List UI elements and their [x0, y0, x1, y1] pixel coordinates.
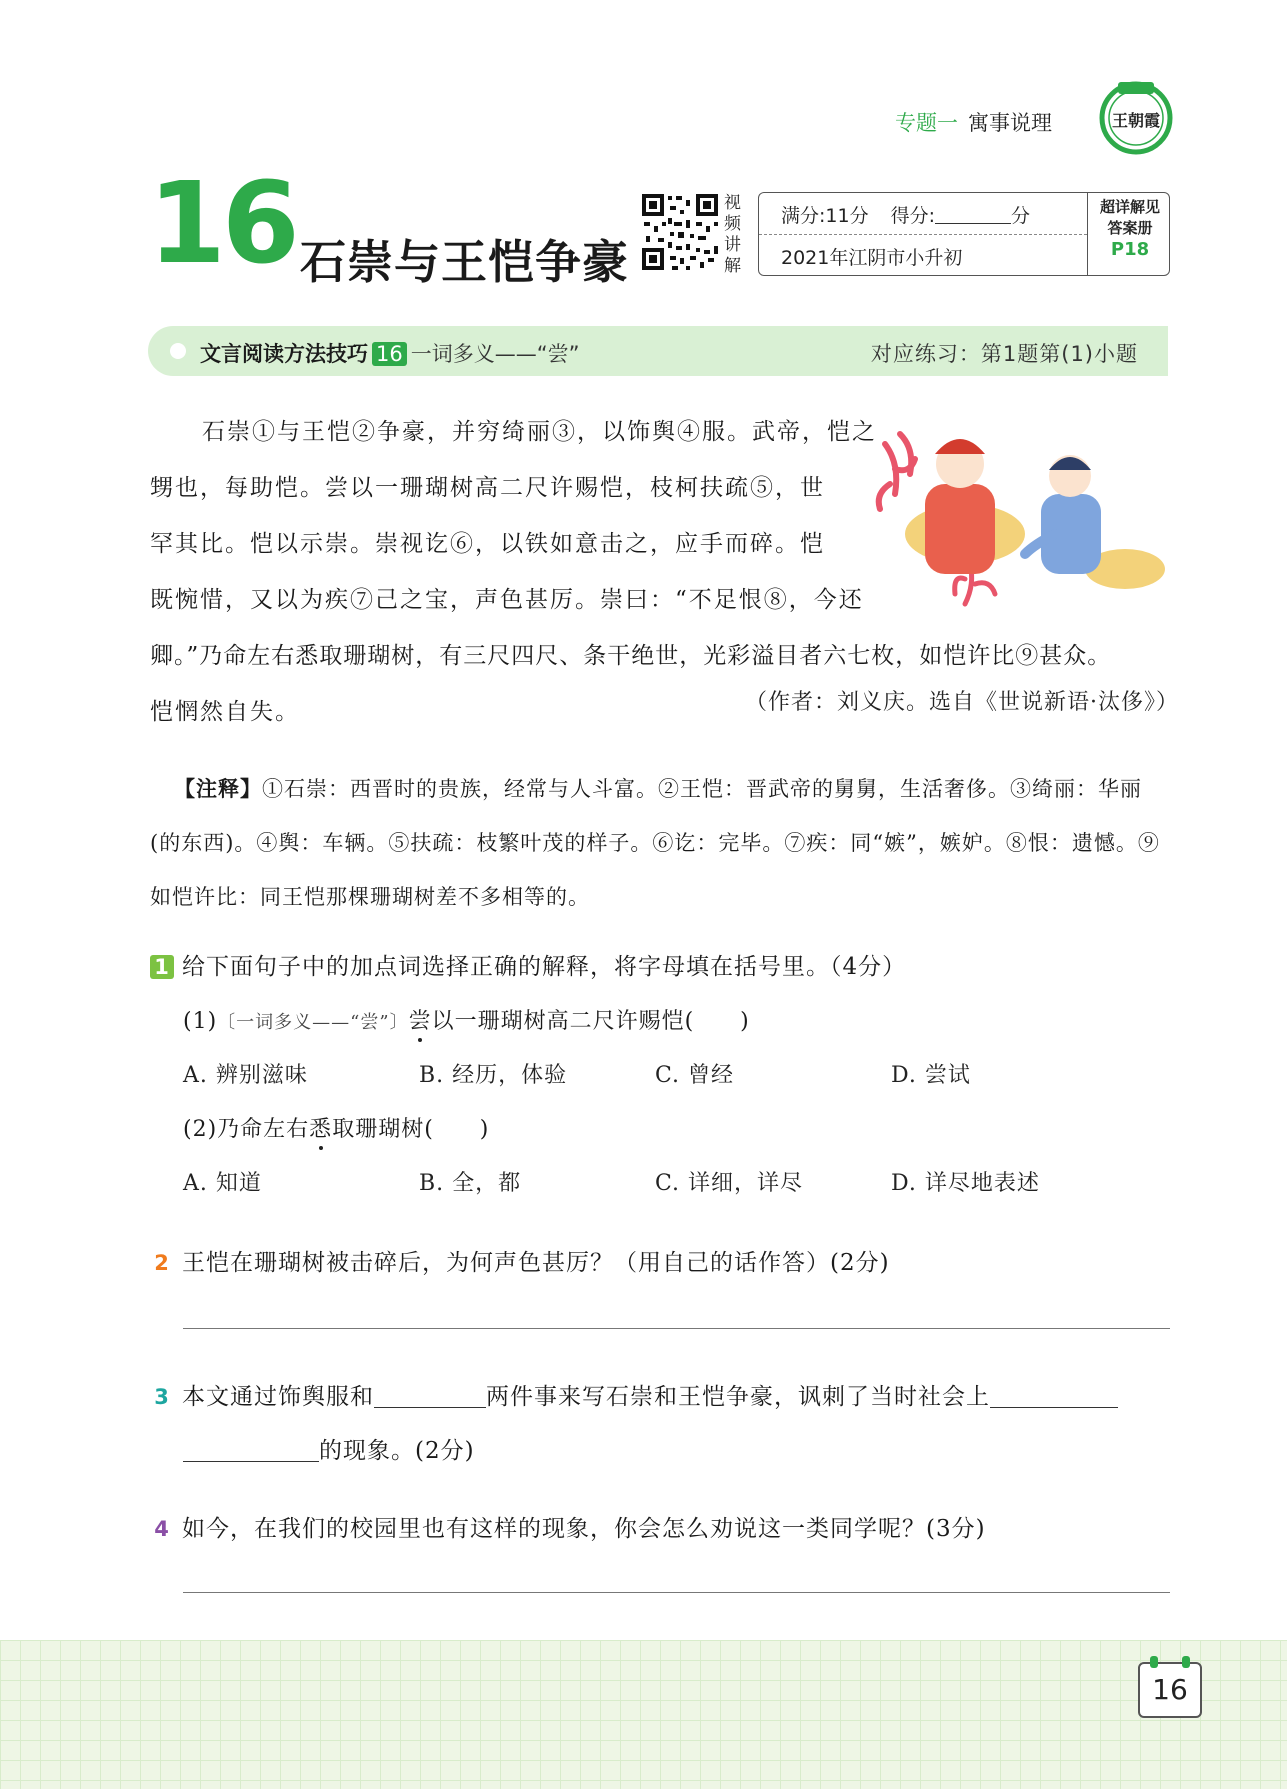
question-4 — [150, 1510, 986, 1543]
page-number — [1138, 1662, 1202, 1718]
technique-banner — [148, 326, 1168, 376]
notes-text: ①石崇：西晋时的贵族，经常与人斗富。②王恺：晋武帝的舅舅，生活奢侈。③绮丽：华丽(的东西)。④舆：车辆。⑤扶疏：枝繁叶茂的样子。⑥讫：完毕。⑦疾：同“嫉”，嫉妒。⑧恨：遗憾。⑨如恺许比：同王恺那棵珊瑚树差不多相等的。 — [150, 777, 1160, 909]
option-b[interactable]: B. 经历，体验 — [419, 1063, 568, 1088]
emphasized-word: 悉 — [309, 1117, 333, 1142]
topic-name: 寓事说理 — [968, 111, 1052, 135]
option-a[interactable]: A. 知道 — [183, 1171, 262, 1196]
question-3 — [150, 1378, 1180, 1411]
question-1 — [150, 948, 906, 981]
sub-prefix: (1) — [183, 1009, 218, 1034]
option-b[interactable]: B. 全，都 — [419, 1171, 522, 1196]
logo-text: 王朝霞 — [1111, 111, 1161, 130]
exam-source: 2021年江阴市小升初 — [781, 247, 963, 269]
question-text: 两件事来写石崇和王恺争豪，讽刺了当时社会上 — [486, 1384, 990, 1410]
passage-line: 卿。”乃命左右悉取珊瑚树，有三尺四尺、条干绝世，光彩溢目者六七枚，如恺许比⑨甚众。 — [150, 643, 1112, 669]
sub-text[interactable]: 取珊瑚树( ) — [332, 1117, 490, 1142]
footer-grid — [0, 1640, 1287, 1789]
fill-blank[interactable] — [183, 1439, 319, 1462]
answer-line[interactable] — [183, 1592, 1170, 1593]
banner-number: 16 — [372, 342, 407, 366]
answer-line[interactable] — [183, 1328, 1170, 1329]
question-3-cont — [183, 1432, 475, 1465]
score-label: 得分: — [890, 205, 936, 227]
question-number: 4 — [154, 1517, 170, 1541]
notes-head: 【注释】 — [174, 777, 262, 801]
question-text: 的现象。(2分) — [319, 1438, 475, 1464]
option-d[interactable]: D. 尝试 — [891, 1063, 971, 1088]
score-line — [781, 201, 1030, 228]
full-score: 满分:11分 — [781, 205, 869, 227]
sub-question-1 — [183, 1004, 750, 1035]
option-a[interactable]: A. 辨别滋味 — [183, 1063, 308, 1088]
question-text: 本文通过饰舆服和 — [182, 1384, 374, 1410]
fill-blank[interactable] — [990, 1385, 1118, 1408]
options-1 — [183, 1058, 1173, 1088]
question-number: 2 — [154, 1251, 170, 1275]
sub-question-2 — [183, 1112, 489, 1143]
publisher-logo — [1096, 76, 1176, 156]
option-c[interactable]: C. 详细，详尽 — [655, 1171, 804, 1196]
passage-line: 既惋惜，又以为疾⑦己之宝，声色甚厉。崇曰：“不足恨⑧，今还 — [150, 587, 864, 613]
option-d[interactable]: D. 详尽地表述 — [891, 1171, 1040, 1196]
qr-code-icon[interactable] — [640, 192, 720, 272]
calendar-ring-icon — [1150, 1656, 1158, 1668]
bullet-icon — [170, 343, 186, 359]
sub-text[interactable]: 以一珊瑚树高二尺许赐恺( ) — [431, 1009, 750, 1034]
fill-blank[interactable] — [374, 1385, 486, 1408]
topic-label: 专题一 — [895, 111, 958, 135]
question-text: 如今，在我们的校园里也有这样的现象，你会怎么劝说这一类同学呢？(3分) — [182, 1516, 986, 1542]
passage-line: 甥也，每助恺。尝以一珊瑚树高二尺许赐恺，枝柯扶疏⑤，世 — [150, 475, 825, 501]
sub-tag: 〔一词多义——“尝”〕 — [217, 1012, 409, 1033]
score-box — [758, 192, 1170, 276]
lesson-title: 石崇与王恺争豪 — [300, 235, 629, 289]
answer-ref-line1: 超详解见 — [1099, 198, 1160, 216]
question-2 — [150, 1244, 890, 1277]
question-text: 给下面句子中的加点词选择正确的解释，将字母填在括号里。（4分） — [182, 954, 907, 980]
answer-reference[interactable] — [1089, 197, 1171, 260]
banner-title: 文言阅读方法技巧 — [200, 342, 368, 366]
lesson-number: 16 — [148, 159, 296, 289]
passage-line: 罕其比。恺以示崇。崇视讫⑥，以铁如意击之，应手而碎。恺 — [150, 531, 825, 557]
video-label: 视频讲解 — [724, 193, 741, 276]
banner-subtitle: 一词多义——“尝” — [410, 342, 580, 366]
practice-ref: 对应练习：第1题第(1)小题 — [870, 342, 1138, 366]
passage-source: （作者：刘义庆。选自《世说新语·汰侈》） — [745, 690, 1179, 715]
story-illustration — [875, 414, 1173, 614]
score-blank[interactable] — [935, 205, 1011, 224]
calendar-ring-icon — [1182, 1656, 1190, 1668]
question-number: 1 — [150, 955, 174, 979]
question-text: 王恺在珊瑚树被击碎后，为何声色甚厉？（用自己的话作答）(2分) — [182, 1250, 890, 1276]
answer-ref-line2: 答案册 — [1107, 219, 1153, 237]
page-number-text: 16 — [1152, 1673, 1188, 1706]
passage-line: 石崇①与王恺②争豪，并穷绮丽③，以饰舆④服。武帝，恺之 — [202, 419, 877, 445]
annotations — [150, 762, 1170, 924]
score-unit: 分 — [1011, 205, 1031, 227]
answer-ref-page: P18 — [1110, 239, 1150, 260]
topic-header — [895, 107, 1052, 137]
option-c[interactable]: C. 曾经 — [655, 1063, 735, 1088]
question-number: 3 — [154, 1385, 170, 1409]
sub-text: (2)乃命左右 — [183, 1117, 310, 1142]
passage-line: 恺惘然自失。 — [150, 699, 300, 725]
emphasized-word: 尝 — [408, 1009, 432, 1034]
options-2 — [183, 1166, 1173, 1196]
